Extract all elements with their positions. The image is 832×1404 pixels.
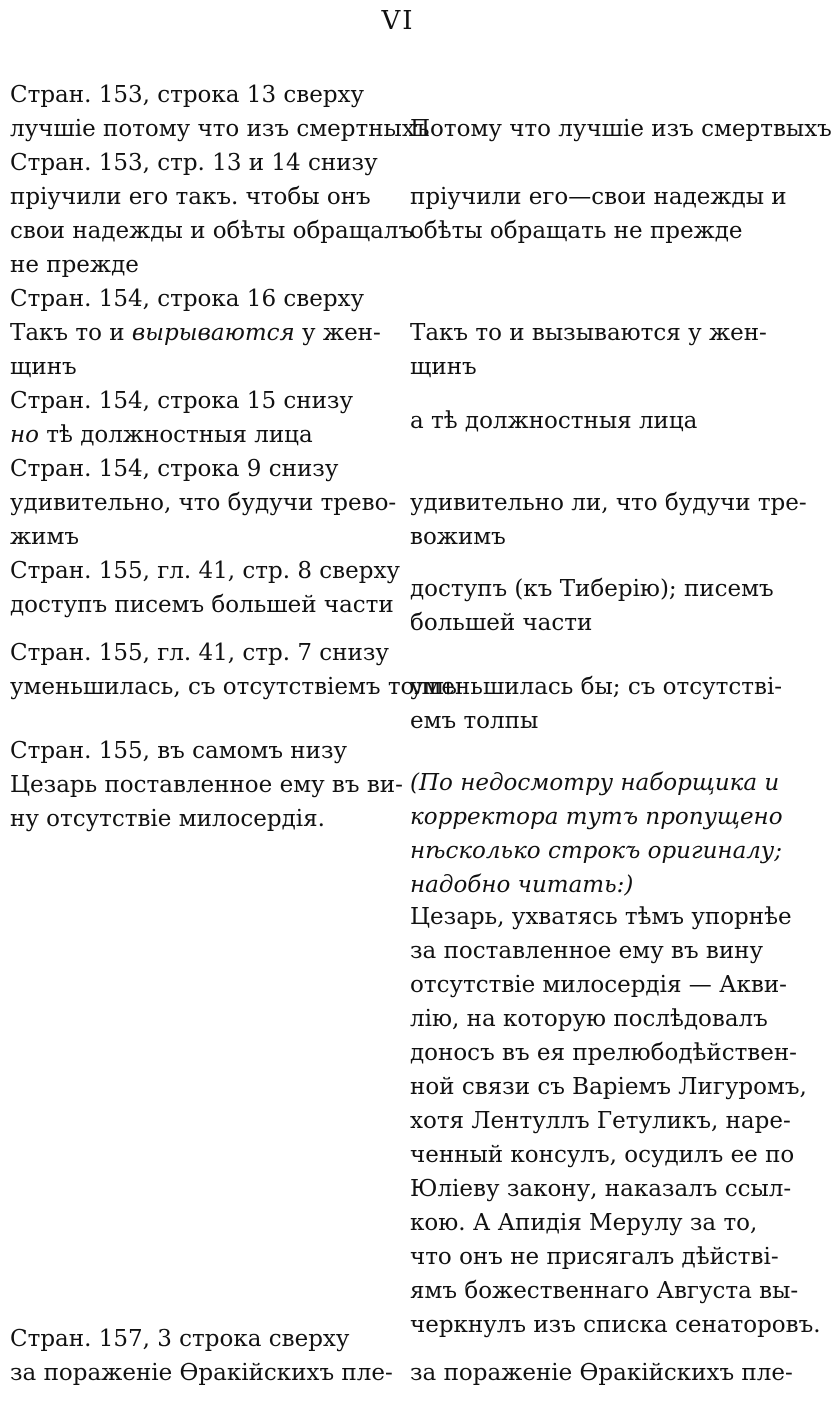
right-line: черкнулъ изъ списка сенаторовъ. [410,1312,821,1338]
right-line: Такъ то и вызываются у жен- [410,320,767,346]
right-column [410,112,832,146]
right-line: уменьшилась бы; съ отсутстві- [410,674,783,700]
left-line: Стран. 153, строка 13 сверху [10,82,365,108]
italic-word: но [10,422,39,448]
left-line: не прежде [10,252,139,278]
left-line: удивительно, что будучи трево- [10,490,397,516]
right-line: а тѣ должностныя лица [410,408,698,434]
left-line: за пораженіе Ѳракійскихъ пле- [10,1360,393,1386]
right-line: пріучили его—свои надежды и [410,184,787,210]
left-line: Стран. 154, строка 9 снизу [10,456,339,482]
left-line: пріучили его такъ. чтобы онъ [10,184,371,210]
right-line: лію, на которую послѣдовалъ [410,1006,768,1032]
left-line-mixed [10,418,396,452]
left-line: Стран. 153, стр. 13 и 14 снизу [10,150,378,176]
right-line: за пораженіе Ѳракійскихъ пле- [410,1360,793,1386]
right-line: обѣты обращать не прежде [410,218,743,244]
right-line: большей части [410,610,593,636]
right-line: хотя Лентуллъ Гетуликъ, наре- [410,1108,791,1134]
text-run: Такъ то и [10,320,132,346]
right-line: что онъ не присягалъ дѣйстві- [410,1244,779,1270]
right-line: за поставленное ему въ вину [410,938,764,964]
right-column [410,900,821,1342]
left-line: лучшіе потому что изъ смертныхъ [10,116,430,142]
text-run: у жен- [294,320,381,346]
right-line: вожимъ [410,524,506,550]
left-line: уменьшилась, съ отсутствіемъ толпы [10,674,463,700]
right-line: емъ толпы [410,708,539,734]
left-column [10,636,463,704]
editorial-note [410,766,790,902]
note-line: нѣсколько строкъ оригиналу; [410,838,783,864]
right-line: отсутствіе милосердія — Акви- [410,972,787,998]
text-run: тѣ должностныя лица [39,422,313,448]
right-line: ямъ божественнаго Августа вы- [410,1278,799,1304]
left-line: Стран. 154, строка 16 сверху [10,286,365,312]
left-line: свои надежды и обѣты обращалъ [10,218,414,244]
left-line: Стран. 157, 3 строка сверху [10,1326,350,1352]
left-line: Цезарь поставленное ему въ ви- [10,772,403,798]
left-line: Стран. 154, строка 15 снизу [10,388,354,414]
right-line: удивительно ли, что будучи тре- [410,490,807,516]
left-line: Стран. 155, гл. 41, стр. 8 сверху [10,558,400,584]
right-line: ченный консулъ, осудилъ ее по [410,1142,795,1168]
italic-word: вырываются [131,320,295,346]
right-column [410,1356,793,1390]
right-line: Цезарь, ухватясь тѣмъ упорнѣе [410,904,792,930]
right-column [410,486,807,554]
note-line: (По недосмотру наборщика и [410,770,780,796]
note-line: корректора тутъ пропущено [410,804,783,830]
left-line-mixed [10,316,396,350]
left-column [10,734,403,836]
right-line: щинъ [410,354,477,380]
left-line: Стран. 155, въ самомъ низу [10,738,348,764]
right-line: ной связи съ Варіемъ Лигуромъ, [410,1074,807,1100]
note-line: надобно читать:) [410,872,634,898]
left-line: Стран. 155, гл. 41, стр. 7 снизу [10,640,389,666]
left-line: щинъ [10,354,77,380]
left-line: жимъ [10,524,80,550]
right-column [410,572,790,640]
page-number: VI [381,6,415,36]
right-line: кою. А Апидія Мерулу за то, [410,1210,758,1236]
left-line: ну отсутствіе милосердія. [10,806,325,832]
right-line: Потому что лучшіе изъ смертвыхъ [410,116,832,142]
left-column [10,1322,396,1390]
right-column [410,180,790,248]
right-line: Юліеву закону, наказалъ ссыл- [410,1176,792,1202]
right-line: доносъ въ ея прелюбодѣйствен- [410,1040,797,1066]
left-line: доступъ писемъ большей части [10,592,394,618]
right-line: доступъ (къ Тиберію); писемъ [410,576,774,602]
right-column [410,316,790,384]
right-column [410,404,790,438]
right-column [410,670,790,738]
left-column [10,78,430,622]
